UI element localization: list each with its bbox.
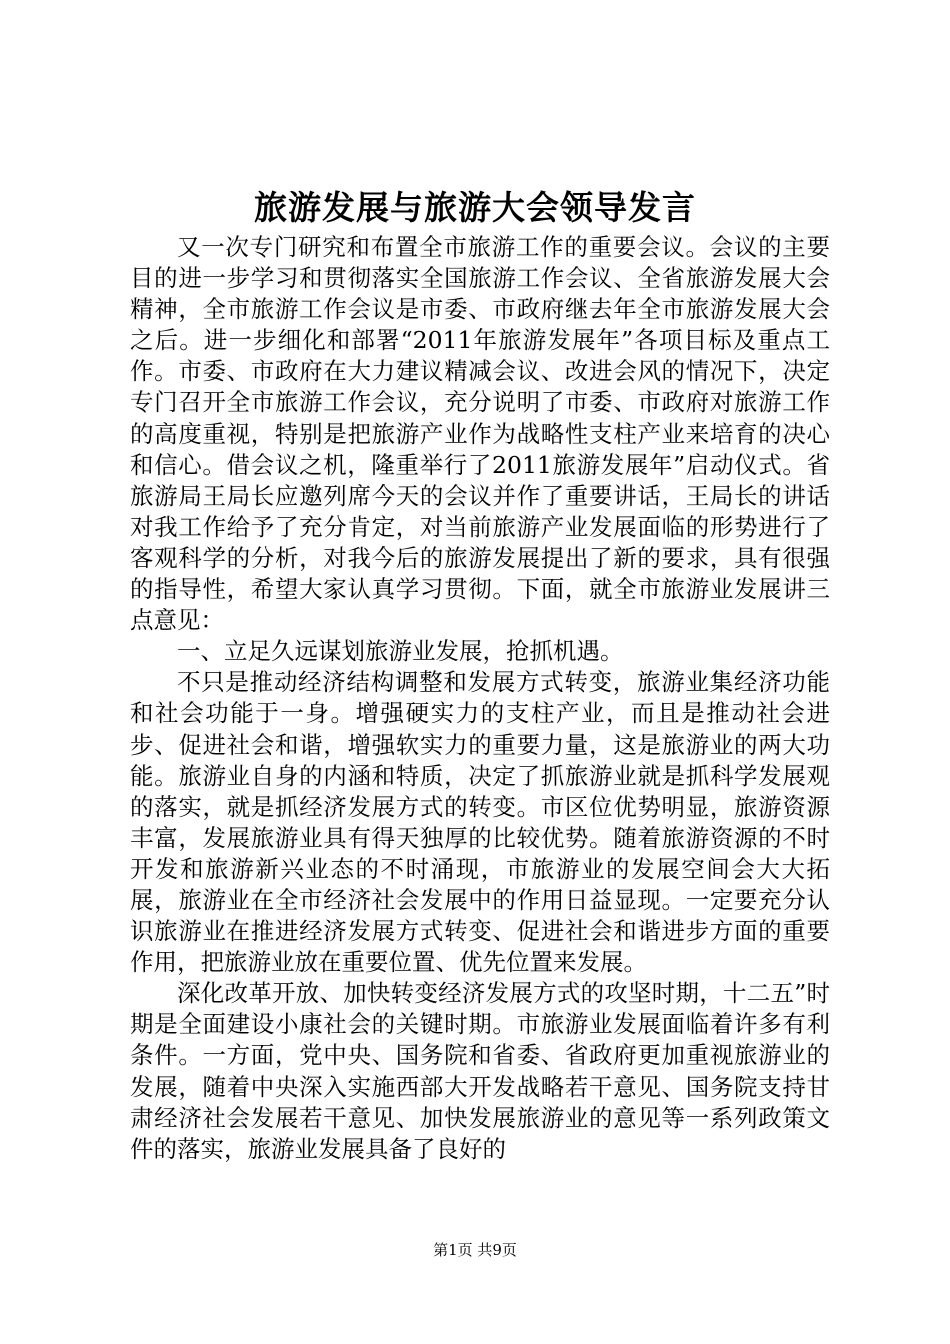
paragraph: 不只是推动经济结构调整和发展方式转变，旅游业集经济功能和社会功能于一身。增强硬实力的支柱产业，而且是推动社会进步、促进社会和谐，增强软实力的重要力量，这是旅游业的两大功能。旅游业自身的内涵和特质，决定了抓旅游业就是抓科学发展观的落实，就是抓经济发展方式的转变。市区位优势明显，旅游资源丰富，发展旅游业具有得天独厚的比较优势。随着旅游资源的不时开发和旅游新兴业态的不时涌现，市旅游业的发展空间会大大拓展，旅游业在全市经济社会发展中的作用日益显现。一定要充分认识旅游业在推进经济发展方式转变、促进社会和谐进步方面的重要作用，把旅游业放在重要位置、优先位置来发展。 xyxy=(130,668,830,977)
paragraph: 一、立足久远谋划旅游业发展，抢抓机遇。 xyxy=(177,637,624,666)
page-number-footer: 第1页 共9页 xyxy=(433,1241,517,1259)
paragraph: 深化改革开放、加快转变经济发展方式的攻坚时期，十二五”时期是全面建设小康社会的关键时期。市旅游业发展面临着许多有利条件。一方面，党中央、国务院和省委、省政府更加重视旅游业的发展，随着中央深入实施西部大开发战略若干意见、国务院支持甘肃经济社会发展若干意见、加快发展旅游业的意见等一系列政策文件的落实，旅游业发展具备了良好的 xyxy=(130,979,830,1163)
document-body xyxy=(130,232,830,1165)
paragraph: 又一次专门研究和布置全市旅游工作的重要会议。会议的主要目的进一步学习和贯彻落实全国旅游工作会议、全省旅游发展大会精神，全市旅游工作会议是市委、市政府继去年全市旅游发展大会之后。进一步细化和部署“2011年旅游发展年”各项目标及重点工作。市委、市政府在大力建议精减会议、改进会风的情况下，决定专门召开全市旅游工作会议，充分说明了市委、市政府对旅游工作的高度重视，特别是把旅游产业作为战略性支柱产业来培育的决心和信心。借会议之机，隆重举行了2011旅游发展年”启动仪式。省旅游局王局长应邀列席今天的会议并作了重要讲话，王局长的讲话对我工作给予了充分肯定，对当前旅游产业发展面临的形势进行了客观科学的分析，对我今后的旅游发展提出了新的要求，具有很强的指导性，希望大家认真学习贯彻。下面，就全市旅游业发展讲三点意见： xyxy=(130,233,830,635)
document-title: 旅游发展与旅游大会领导发言 xyxy=(254,188,696,227)
